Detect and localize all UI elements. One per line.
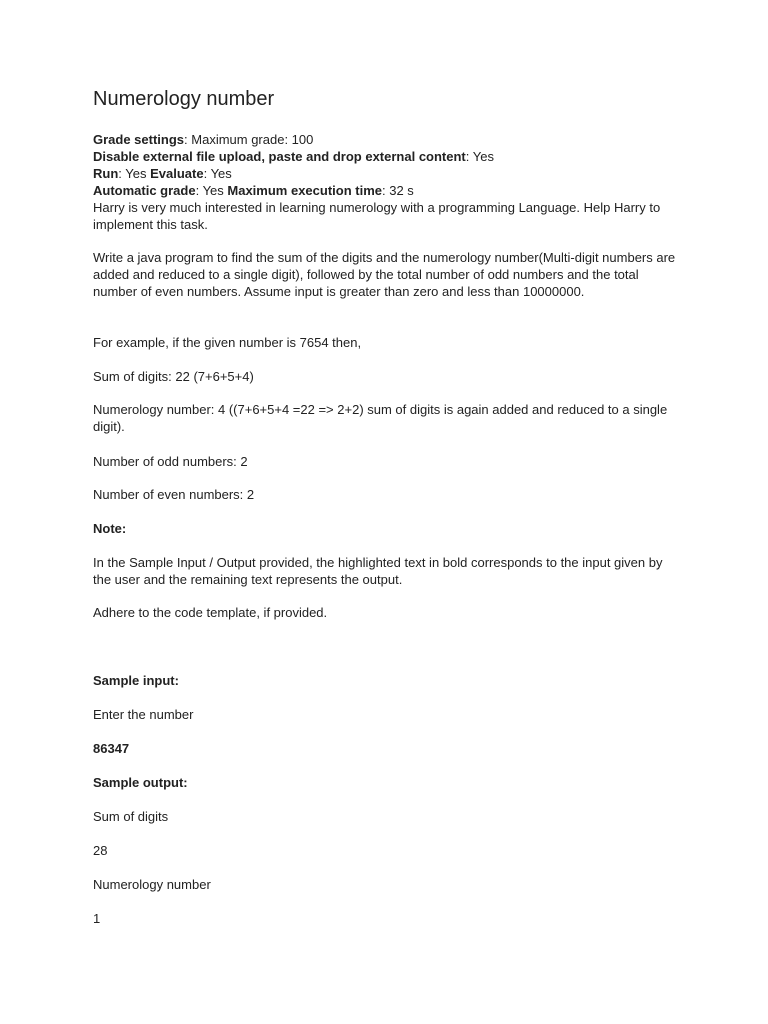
disable-upload-label: Disable external file upload, paste and drop external content bbox=[93, 149, 466, 164]
grade-settings-line bbox=[93, 131, 313, 148]
max-time-value: : 32 s bbox=[382, 183, 414, 198]
disable-upload-value: : Yes bbox=[465, 149, 494, 164]
run-value: : Yes bbox=[118, 166, 151, 181]
sample-input-value bbox=[93, 740, 129, 757]
odd-count-example: Number of odd numbers: 2 bbox=[93, 454, 248, 469]
disable-upload-line bbox=[93, 148, 494, 165]
task-paragraph: Write a java program to find the sum of the digits and the numerology number(Multi-digit numbers are added and reduced to a single digit), followed by the total number of odd numbers and the total number of even numbers. Assume input is greater than zero and less than 10000000. bbox=[93, 250, 676, 299]
sample-input-value-text: 86347 bbox=[93, 741, 130, 756]
max-time-label: Maximum execution time bbox=[227, 183, 382, 198]
numerology-number-value: 1 bbox=[93, 911, 101, 926]
adhere-line: Adhere to the code template, if provided. bbox=[93, 605, 328, 620]
sample-input-label-text: Sample input: bbox=[93, 673, 179, 688]
auto-grade-label: Automatic grade bbox=[93, 183, 196, 198]
note-paragraph: In the Sample Input / Output provided, the highlighted text in bold corresponds to the input given by the user and the remaining text represents the output. bbox=[93, 555, 663, 587]
intro-paragraph: Harry is very much interested in learning numerology with a programming Language. Help Harry to implement this task. bbox=[93, 200, 661, 232]
even-count-example: Number of even numbers: 2 bbox=[93, 487, 255, 502]
sum-digits-example: Sum of digits: 22 (7+6+5+4) bbox=[93, 369, 254, 384]
sum-of-digits-value: 28 bbox=[93, 843, 108, 858]
sample-output-label-text: Sample output: bbox=[93, 775, 188, 790]
sample-output-label bbox=[93, 774, 188, 791]
evaluate-value: : Yes bbox=[203, 166, 232, 181]
grade-settings-label: Grade settings bbox=[93, 132, 185, 147]
auto-grade-line bbox=[93, 182, 414, 199]
note-label-text: Note: bbox=[93, 521, 127, 536]
note-label bbox=[93, 520, 126, 537]
evaluate-label: Evaluate bbox=[150, 166, 204, 181]
sum-of-digits-label: Sum of digits bbox=[93, 809, 169, 824]
run-label: Run bbox=[93, 166, 119, 181]
enter-number-prompt: Enter the number bbox=[93, 707, 194, 722]
page-title: Numerology number bbox=[93, 88, 275, 110]
numerology-example: Numerology number: 4 ((7+6+5+4 =22 => 2+2) sum of digits is again added and reduced to a single digit). bbox=[93, 402, 668, 434]
sample-input-label bbox=[93, 672, 179, 689]
numerology-number-label: Numerology number bbox=[93, 877, 211, 892]
run-evaluate-line bbox=[93, 165, 232, 182]
auto-grade-value: : Yes bbox=[195, 183, 228, 198]
example-line: For example, if the given number is 7654 then, bbox=[93, 335, 362, 350]
grade-settings-value: : Maximum grade: 100 bbox=[184, 132, 314, 147]
